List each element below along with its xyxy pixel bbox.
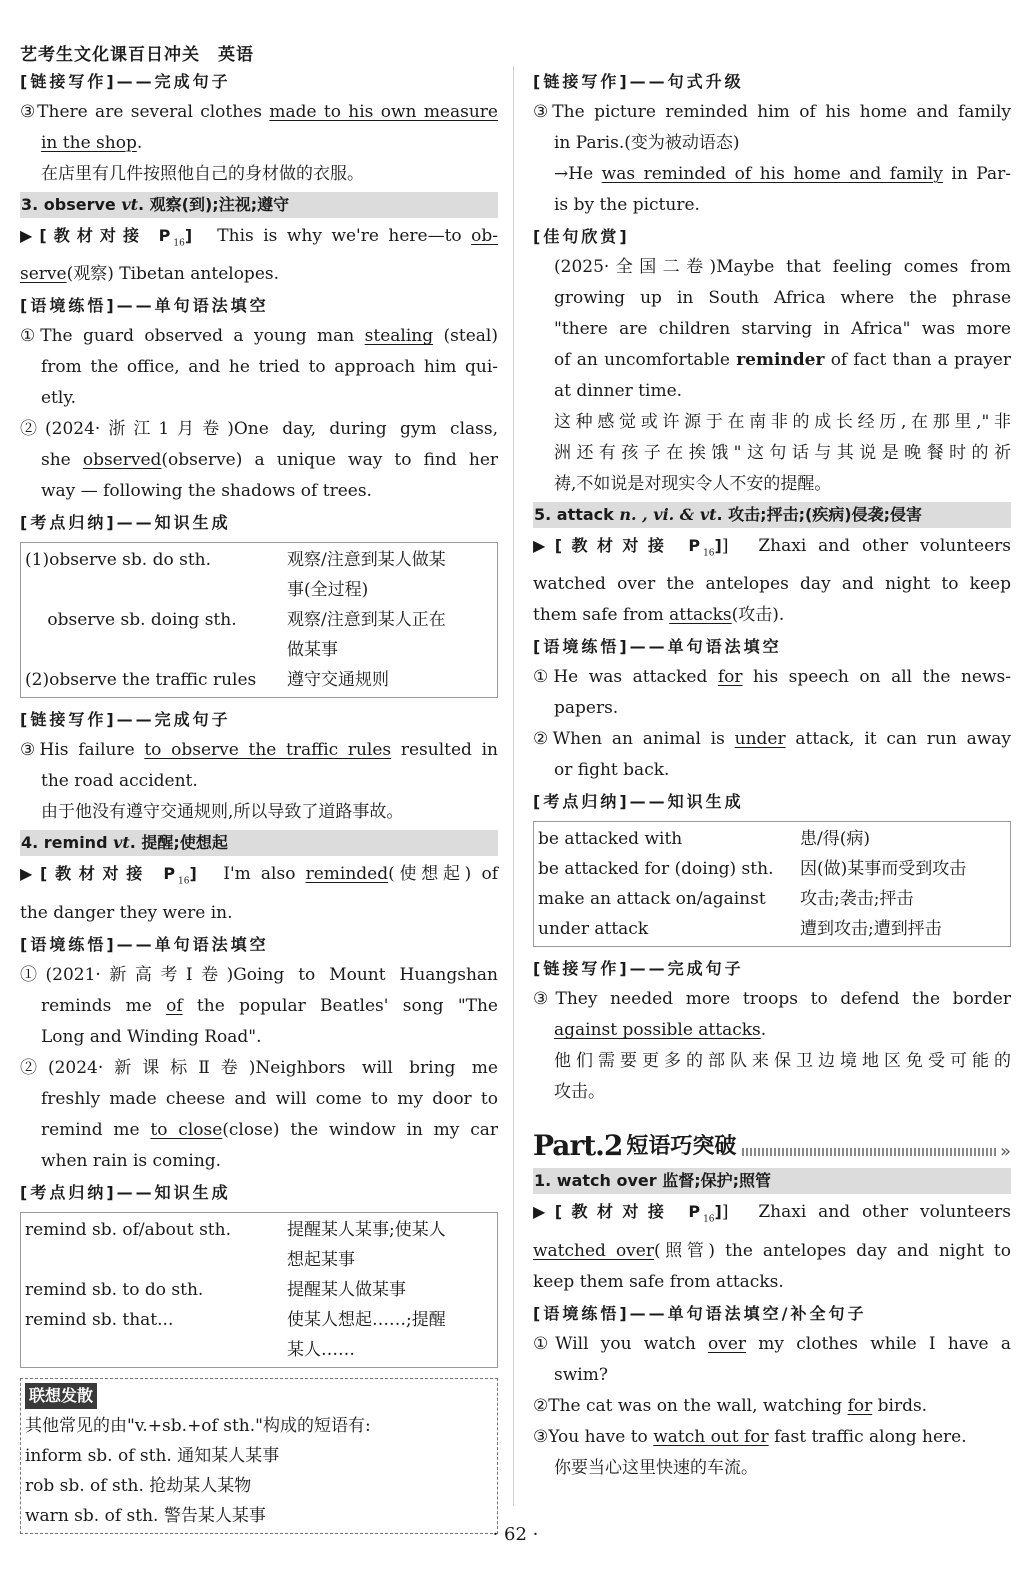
exercise-line: ①He was attacked for his speech on all the news- bbox=[533, 667, 1011, 688]
association-title: 联想发散 bbox=[25, 1383, 97, 1409]
answer-blank: over bbox=[708, 1333, 747, 1354]
exercise-line: ①Will you watch over my clothes while I have a bbox=[533, 1333, 1011, 1354]
exercise-line: ②(2024·浙江1月卷)One day, during gym class, bbox=[20, 419, 498, 440]
association-line: inform sb. of sth. 通知某人某事 bbox=[25, 1445, 280, 1466]
text-line: the danger they were in. bbox=[20, 902, 233, 923]
association-line: rob sb. of sth. 抢劫某人某物 bbox=[25, 1475, 252, 1496]
section-tag: [链接写作]——完成句子 bbox=[20, 72, 231, 91]
table-row: 想起某事 bbox=[287, 1249, 355, 1270]
answer-blank: reminded bbox=[305, 864, 389, 885]
exercise-line: ③You have to watch out for fast traffic along here. bbox=[533, 1426, 967, 1447]
association-line: 其他常见的由"v.+sb.+of sth."构成的短语有: bbox=[25, 1415, 371, 1436]
exercise-line: ②The cat was on the wall, watching for birds. bbox=[533, 1395, 928, 1416]
answer-blank: of bbox=[166, 995, 183, 1016]
section-tag: [链接写作]——完成句子 bbox=[20, 710, 231, 730]
section-tag: [链接写作]——完成句子 bbox=[533, 959, 744, 979]
text-line: keep them safe from attacks. bbox=[533, 1271, 784, 1292]
exercise-line: when rain is coming. bbox=[41, 1150, 222, 1171]
exercise-line: remind me to close(close) the window in my car bbox=[41, 1119, 498, 1140]
exercise-line: or fight back. bbox=[554, 760, 670, 781]
table-row: remind sb. of/about sth. 提醒某人某事;使某人 bbox=[25, 1219, 446, 1240]
exercise-line: ①(2021·新高考Ⅰ卷)Going to Mount Huangshan bbox=[20, 964, 498, 985]
answer-blank: made to his own measure bbox=[269, 102, 498, 122]
section-tag: [语境练悟]——单句语法填空 bbox=[533, 637, 782, 657]
answer-blank: to observe the traffic rules bbox=[144, 740, 392, 761]
quote-line: of an uncomfortable reminder of fact than a prayer bbox=[554, 350, 1011, 370]
banner-rule bbox=[742, 1148, 998, 1156]
answer-blank: observed bbox=[82, 450, 162, 471]
exercise-line: in Paris.(变为被动语态) bbox=[554, 133, 740, 153]
text-line: watched over(照管) the antelopes day and night to bbox=[533, 1240, 1011, 1261]
translation-line: 祷,不如说是对现实令人不安的提醒。 bbox=[554, 474, 832, 494]
exercise-line: way — following the shadows of trees. bbox=[41, 481, 372, 502]
usage-table-remind bbox=[20, 1212, 498, 1368]
exercise-line: Long and Winding Road". bbox=[41, 1026, 262, 1047]
section-tag: [语境练悟]——单句语法填空/补全句子 bbox=[533, 1303, 867, 1323]
text-line: in the shop. bbox=[41, 133, 143, 153]
textbook-link-line: ▶[教材对接 $P_{16}$]] Zhaxi and other volunteers bbox=[533, 536, 1011, 559]
section-tag: [语境练悟]——单句语法填空 bbox=[20, 296, 269, 316]
column-divider bbox=[513, 66, 514, 1506]
left-column bbox=[20, 66, 498, 1534]
answer-blank: attacks bbox=[669, 605, 732, 626]
translation-line: 这种感觉或许源于在南非的成长经历,在那里,"非 bbox=[554, 412, 1011, 432]
translation-line: 洲还有孩子在挨饿"这句话与其说是晚餐时的祈 bbox=[554, 443, 1011, 463]
entry-heading-watch-over: 1. watch over 监督;保护;照管 bbox=[533, 1168, 1011, 1194]
textbook-link-line: ▶[教材对接 $P_{16}$]] Zhaxi and other volunteers bbox=[533, 1202, 1011, 1225]
answer-blank: for bbox=[847, 1395, 873, 1416]
section-tag: [考点归纳]——知识生成 bbox=[20, 1182, 231, 1202]
answer-blank: for bbox=[717, 667, 743, 688]
exercise-line: swim? bbox=[554, 1364, 608, 1385]
table-row: remind sb. that... 使某人想起……;提醒 bbox=[25, 1309, 446, 1330]
table-row: 事(全过程) bbox=[287, 580, 369, 601]
table-row: (1)observe sb. do sth. 观察/注意到某人做某 bbox=[25, 550, 446, 571]
table-row: remind sb. to do sth. 提醒某人做某事 bbox=[25, 1279, 406, 1300]
translation-line: 在店里有几件按照他自己的身材做的衣服。 bbox=[41, 164, 364, 184]
entry-heading-remind: 4. remind vt. 提醒;使想起 bbox=[20, 830, 498, 856]
textbook-link-line: ▶[教材对接 $P_{16}$] I'm also reminded(使想起) of bbox=[20, 864, 498, 887]
exercise-line: ②(2024·新课标Ⅱ卷)Neighbors will bring me bbox=[20, 1057, 498, 1078]
exercise-line: ②When an animal is under attack, it can run away bbox=[533, 729, 1011, 750]
answer-blank: in the shop bbox=[41, 133, 137, 153]
text-line: ③There are several clothes made to his own measure bbox=[20, 102, 498, 122]
association-box bbox=[20, 1378, 498, 1534]
exercise-line: ③The picture reminded him of his home and family bbox=[533, 102, 1011, 122]
exercise-line: is by the picture. bbox=[554, 195, 700, 215]
table-row: make an attack on/against 攻击;袭击;抨击 bbox=[538, 889, 914, 910]
table-row: be attacked with 患/得(病) bbox=[538, 829, 870, 850]
answer-blank: stealing bbox=[364, 326, 434, 347]
answer-blank: serve bbox=[20, 264, 67, 285]
part2-label: Part.2 bbox=[533, 1129, 623, 1163]
translation-line: 他们需要更多的部队来保卫边境地区免受可能的 bbox=[554, 1051, 1011, 1072]
exercise-line: from the office, and he tried to approach him qui- bbox=[41, 357, 498, 378]
exercise-line: papers. bbox=[554, 698, 619, 719]
section-tag: [语境练悟]——单句语法填空 bbox=[20, 934, 269, 954]
answer-blank: under bbox=[734, 729, 786, 750]
exercise-line: she observed(observe) a unique way to find her bbox=[41, 450, 499, 471]
section-tag: [佳句欣赏] bbox=[533, 227, 630, 246]
exercise-line: ③His failure to observe the traffic rules resulted in bbox=[20, 740, 498, 761]
table-row: observe sb. doing sth. 观察/注意到某人正在 bbox=[25, 610, 446, 631]
translation-line: 攻击。 bbox=[554, 1082, 605, 1103]
textbook-link-line: ▶[教材对接 $P_{16}$] This is why we're here—to ob- bbox=[20, 226, 498, 249]
page-number: · 62 · bbox=[492, 1524, 539, 1545]
answer-blank: watch out for bbox=[653, 1426, 769, 1447]
answer-blank: to close bbox=[150, 1119, 223, 1140]
answer-blank: was reminded of his home and family bbox=[601, 164, 943, 184]
entry-heading-observe: 3. observe vt. 观察(到);注视;遵守 bbox=[20, 192, 498, 218]
text-line: watched over the antelopes day and night to keep bbox=[533, 574, 1011, 595]
section-tag: [链接写作]——句式升级 bbox=[533, 72, 744, 91]
part2-title: 短语巧突破 bbox=[626, 1134, 737, 1160]
table-row: (2)observe the traffic rules 遵守交通规则 bbox=[25, 670, 389, 691]
quote-line: "there are children starving in Africa" was more bbox=[554, 319, 1011, 339]
part2-banner bbox=[533, 1126, 1011, 1162]
exercise-line: reminds me of the popular Beatles' song "The bbox=[41, 995, 498, 1016]
exercise-line: ③They needed more troops to defend the border bbox=[533, 989, 1011, 1010]
answer-blank: watched over bbox=[533, 1240, 654, 1261]
translation-line: 由于他没有遵守交通规则,所以导致了道路事故。 bbox=[41, 802, 404, 823]
usage-table-observe bbox=[20, 542, 498, 698]
quote-line: growing up in South Africa where the phrase bbox=[554, 288, 1011, 308]
table-row: 某人…… bbox=[287, 1339, 355, 1360]
translation-line: 你要当心这里快速的车流。 bbox=[554, 1457, 758, 1478]
text-line: serve(观察) Tibetan antelopes. bbox=[20, 264, 280, 285]
right-column bbox=[533, 66, 1011, 1484]
entry-heading-attack: 5. attack n. , vi. & vt. 攻击;抨击;(疾病)侵袭;侵害 bbox=[533, 502, 1011, 528]
table-row: under attack 遭到攻击;遭到抨击 bbox=[538, 919, 942, 940]
quote-line: (2025·全国二卷)Maybe that feeling comes from bbox=[554, 257, 1011, 277]
exercise-line: etly. bbox=[41, 388, 77, 409]
answer-blank: ob- bbox=[471, 226, 498, 246]
table-row: be attacked for (doing) sth. 因(做)某事而受到攻击 bbox=[538, 859, 967, 880]
exercise-line: the road accident. bbox=[41, 771, 198, 792]
text-line: them safe from attacks(攻击). bbox=[533, 605, 785, 626]
exercise-line: ①The guard observed a young man stealing (steal) bbox=[20, 326, 498, 347]
exercise-line: freshly made cheese and will come to my door to bbox=[41, 1088, 498, 1109]
usage-table-attack bbox=[533, 821, 1011, 947]
association-line: warn sb. of sth. 警告某人某事 bbox=[25, 1505, 266, 1526]
double-chevron-icon: » bbox=[999, 1141, 1011, 1163]
quote-line: at dinner time. bbox=[554, 381, 683, 401]
table-row: 做某事 bbox=[287, 640, 338, 661]
running-header: 艺考生文化课百日冲关 英语 bbox=[20, 45, 254, 65]
section-tag: [考点归纳]——知识生成 bbox=[20, 513, 231, 533]
exercise-line: →He was reminded of his home and family in Par- bbox=[554, 164, 1011, 184]
answer-blank: against possible attacks bbox=[554, 1020, 761, 1041]
exercise-line: against possible attacks. bbox=[554, 1020, 767, 1041]
section-tag: [考点归纳]——知识生成 bbox=[533, 792, 744, 812]
